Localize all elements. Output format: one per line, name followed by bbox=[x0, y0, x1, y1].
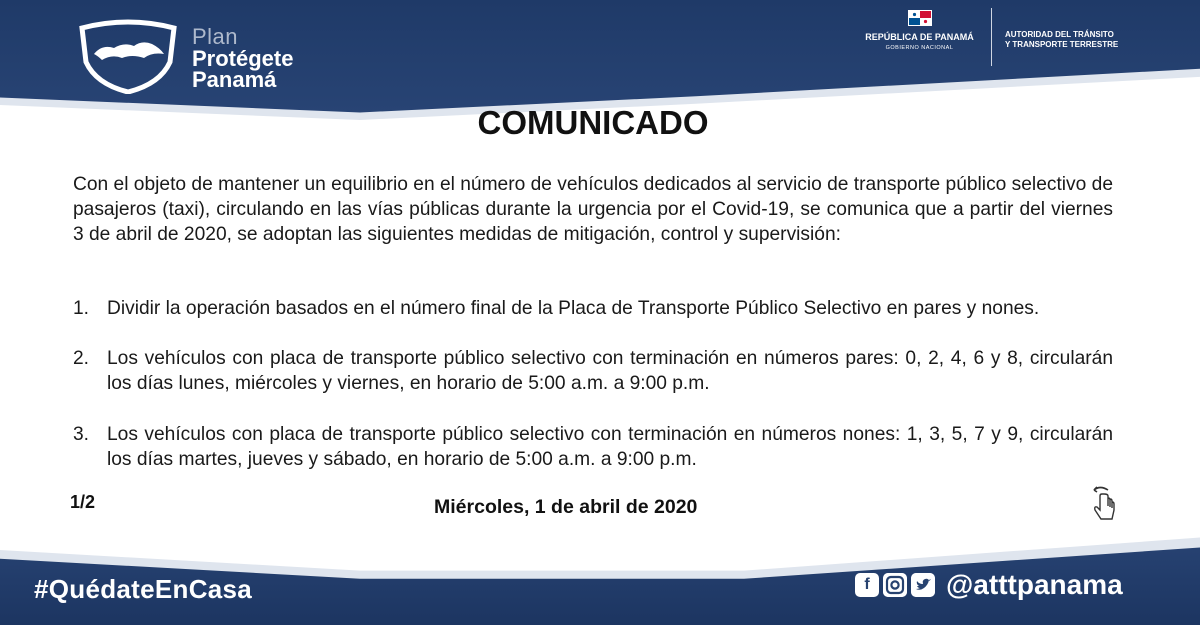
gov-name: REPÚBLICA DE PANAMÁ bbox=[865, 32, 974, 42]
gobierno-nacional-logo bbox=[862, 10, 977, 68]
swipe-hand-icon bbox=[1088, 484, 1118, 524]
attt-logo-text bbox=[1005, 30, 1125, 50]
panama-flag-icon bbox=[908, 10, 932, 26]
attt-line2: Y TRANSPORTE TERRESTRE bbox=[1005, 40, 1119, 49]
list-item-number: 2. bbox=[73, 348, 90, 369]
quedate-en-casa-hashtag: #QuédateEnCasa bbox=[34, 574, 253, 604]
twitter-icon bbox=[911, 573, 935, 597]
list-item bbox=[73, 346, 1113, 396]
list-item-text: Los vehículos con placa de transporte público selectivo con terminación en números pares: 0, 2, 4, 6 y 8, circularán los días lunes, miércoles y viernes, en horario de 5:00 a.m. a 9:00 p.m. bbox=[107, 348, 1113, 394]
social-handle: @atttpanama bbox=[946, 569, 1123, 600]
header-divider bbox=[991, 8, 992, 66]
list-item-text: Los vehículos con placa de transporte público selectivo con terminación en números nones: 1, 3, 5, 7 y 9, circularán los días martes, jueves y sábado, en horario de 5:00 a.m. a 9:00 p.m. bbox=[107, 424, 1113, 470]
document-date: Miércoles, 1 de abril de 2020 bbox=[434, 496, 698, 518]
intro-paragraph: Con el objeto de mantener un equilibrio en el número de vehículos dedicados al servicio de transporte público selectivo de pasajeros (taxi), circulando en las vías públicas durante la urgencia por el Covid-19, se comunica que a partir del viernes 3 de abril de 2020, se adoptan las siguientes medidas de mitigación, control y supervisión: bbox=[73, 174, 1113, 245]
page-number: 1/2 bbox=[70, 492, 96, 512]
logo-line-protegete: Protégete bbox=[192, 46, 294, 71]
shield-icon bbox=[72, 14, 184, 94]
list-item-text: Dividir la operación basados en el número final de la Placa de Transporte Público Selectivo en pares y nones. bbox=[107, 298, 1040, 319]
list-item-number: 3. bbox=[73, 424, 90, 445]
plan-protegete-logo bbox=[72, 14, 372, 99]
instagram-icon bbox=[883, 573, 907, 597]
list-item bbox=[73, 296, 1113, 321]
list-item-number: 1. bbox=[73, 298, 90, 319]
logo-line-plan: Plan bbox=[192, 24, 239, 49]
logo-line-panama: Panamá bbox=[192, 67, 277, 92]
gov-subtitle: GOBIERNO NACIONAL bbox=[885, 45, 954, 51]
list-item bbox=[73, 422, 1113, 472]
attt-line1: AUTORIDAD DEL TRÁNSITO bbox=[1005, 30, 1114, 39]
facebook-icon: f bbox=[855, 573, 879, 597]
document-title: COMUNICADO bbox=[477, 104, 709, 141]
